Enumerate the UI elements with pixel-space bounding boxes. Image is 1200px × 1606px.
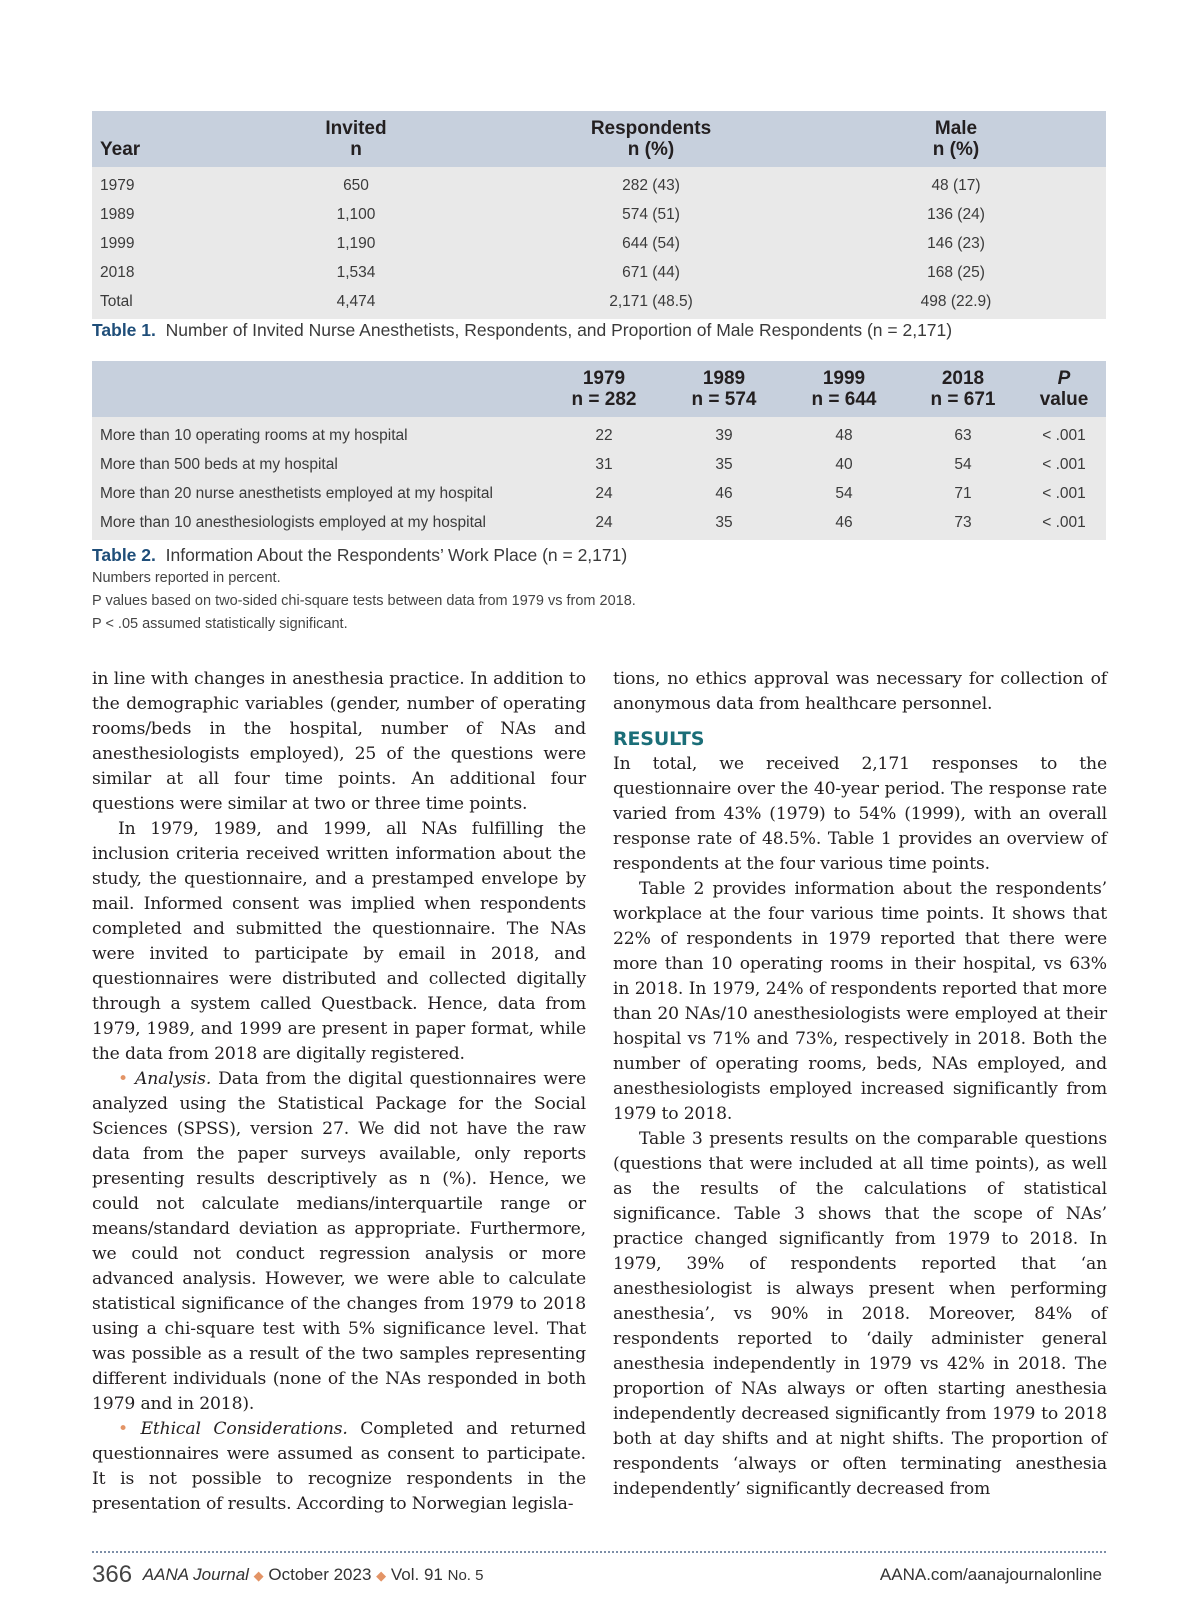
table-2-header: 1989 n = 574 [664, 361, 784, 417]
diamond-icon: ◆ [376, 1568, 387, 1583]
table-2-header [92, 361, 544, 417]
body-column-right [613, 667, 1107, 1502]
table-2-header: 2018 n = 671 [904, 361, 1022, 417]
paragraph: In 1979, 1989, and 1999, all NAs fulfilling the inclusion criteria received written information about the study, the questionnaire, and a prestamped envelope by mail. Informed consent was implied when respondents completed and submitted the questionnaire. The NAs were invited to participate by email in 2018, and questionnaires were distributed and collected digitally through a system called Questback. Hence, data from 1979, 1989, and 1999 are present in paper format, while the data from 2018 are digitally registered. [92, 819, 586, 1064]
table-cell: 1,534 [216, 258, 496, 287]
table-cell: 574 (51) [496, 200, 806, 229]
table-row [92, 417, 1106, 450]
volume: Vol. 91 [390, 1565, 443, 1584]
table-cell: 22 [544, 417, 664, 450]
footer-divider [92, 1551, 1106, 1553]
table-1-header: Male n (%) [806, 111, 1106, 167]
table-cell: 136 (24) [806, 200, 1106, 229]
table-cell: 650 [216, 167, 496, 200]
table-row [92, 258, 1106, 287]
table-cell: 644 (54) [496, 229, 806, 258]
table-cell: 24 [544, 479, 664, 508]
table-2-caption-label: Table 2. [92, 545, 156, 565]
table-cell: 2018 [92, 258, 216, 287]
runin-heading: Analysis. [134, 1069, 212, 1089]
paragraph: In total, we received 2,171 responses to the questionnaire over the 40-year period. The response rate varied from 43% (1979) to 54% (1999), with an overall response rate of 48.5%. Table 1 provides an overview of respondents at the four various time points. [613, 754, 1107, 874]
table-2-header: 1979 n = 282 [544, 361, 664, 417]
bullet-icon: • [118, 1419, 128, 1439]
table-cell: 35 [664, 508, 784, 540]
table-cell: 1,100 [216, 200, 496, 229]
table-cell: 168 (25) [806, 258, 1106, 287]
section-heading: RESULTS [613, 728, 705, 750]
table-2-header: P value [1022, 361, 1106, 417]
table-cell: 73 [904, 508, 1022, 540]
table-cell: 35 [664, 450, 784, 479]
table-cell: More than 10 anesthesiologists employed at my hospital [92, 508, 544, 540]
table-cell: 48 [784, 417, 904, 450]
table-cell: 54 [904, 450, 1022, 479]
table-cell: 1989 [92, 200, 216, 229]
table-cell: 24 [544, 508, 664, 540]
table-1-header: Invited n [216, 111, 496, 167]
table-row [92, 167, 1106, 200]
table-cell: 1,190 [216, 229, 496, 258]
table-row [92, 229, 1106, 258]
table-cell: 671 (44) [496, 258, 806, 287]
table-cell: 71 [904, 479, 1022, 508]
table-cell: 2,171 (48.5) [496, 287, 806, 319]
table-cell: 282 (43) [496, 167, 806, 200]
table-cell: 1999 [92, 229, 216, 258]
table-1-caption-text: Number of Invited Nurse Anesthetists, Respondents, and Proportion of Male Respondents (n = 2,171) [165, 320, 953, 340]
table-cell: 40 [784, 450, 904, 479]
diamond-icon: ◆ [253, 1568, 264, 1583]
paragraph-text: Data from the digital questionnaires were analyzed using the Statistical Package for the Social Sciences (SPSS), version 27. We did not have the raw data from the paper surveys available, only reports presenting results descriptively as n (%). Hence, we could not calculate medians/interquartile range or means/standard deviation as appropriate. Furthermore, we could not conduct regression analysis or more advanced analysis. However, we were able to calculate statistical significance of the changes from 1979 to 2018 using a chi-square test with 5% significance level. That was possible as a result of the two samples representing different individuals (none of the NAs responded in both 1979 and in 2018). [92, 1069, 586, 1414]
table-1 [92, 111, 1106, 319]
table-cell: 4,474 [216, 287, 496, 319]
table-cell: 1979 [92, 167, 216, 200]
journal-name: AANA Journal [142, 1565, 249, 1584]
table-2-note: P < .05 assumed statistically significant. [92, 616, 348, 632]
table-2-note: Numbers reported in percent. [92, 570, 281, 586]
table-2-header: 1999 n = 644 [784, 361, 904, 417]
runin-heading: Ethical Considerations. [140, 1419, 348, 1439]
paragraph [92, 1417, 586, 1517]
bullet-icon: • [118, 1069, 128, 1089]
table-row [92, 508, 1106, 540]
website-link[interactable]: AANA.com/aanajournalonline [879, 1565, 1102, 1584]
table-row [92, 479, 1106, 508]
table-1-caption [92, 320, 952, 341]
issue-number: No. 5 [447, 1567, 484, 1584]
table-cell: < .001 [1022, 508, 1106, 540]
table-cell: More than 20 nurse anesthetists employed at my hospital [92, 479, 544, 508]
table-cell: 498 (22.9) [806, 287, 1106, 319]
table-cell: More than 10 operating rooms at my hospital [92, 417, 544, 450]
table-cell: 39 [664, 417, 784, 450]
paragraph-text: Completed and returned questionnaires were assumed as consent to participate. It is not possible to recognize respondents in the presentation of results. According to Norwegian legisla- [92, 1419, 586, 1514]
table-2 [92, 361, 1106, 540]
paragraph: in line with changes in anesthesia practice. In addition to the demographic variables (gender, number of operating rooms/beds in the hospital, number of NAs and anesthesiologists employed), 25 of the questions were similar at all four time points. An additional four questions were similar at two or three time points. [92, 669, 586, 814]
table-1-header-row [92, 111, 1106, 167]
table-cell: 46 [784, 508, 904, 540]
table-cell: 48 (17) [806, 167, 1106, 200]
body-column-left [92, 667, 586, 1517]
paragraph [92, 1067, 586, 1417]
table-cell: 31 [544, 450, 664, 479]
page-footer [92, 1561, 1106, 1591]
table-row [92, 287, 1106, 319]
table-cell: Total [92, 287, 216, 319]
table-row [92, 450, 1106, 479]
table-cell: 63 [904, 417, 1022, 450]
paragraph: Table 2 provides information about the respondents’ workplace at the four various time points. It shows that 22% of respondents in 1979 reported that there were more than 10 operating rooms in their hospital, vs 63% in 2018. In 1979, 24% of respondents reported that more than 20 NAs/10 anesthesiologists were employed at their hospital vs 71% and 73%, respectively in 2018. Both the number of operating rooms, beds, NAs employed, and anesthesiologists employed increased significantly from 1979 to 2018. [613, 879, 1107, 1124]
page-number: 366 [92, 1561, 133, 1588]
table-2-note: P values based on two-sided chi-square tests between data from 1979 vs from 2018. [92, 593, 636, 609]
table-2-caption-text: Information About the Respondents’ Work Place (n = 2,171) [165, 545, 628, 565]
table-cell: < .001 [1022, 417, 1106, 450]
table-cell: < .001 [1022, 450, 1106, 479]
paragraph: tions, no ethics approval was necessary for collection of anonymous data from healthcare personnel. [613, 669, 1107, 714]
table-1-header: Respondents n (%) [496, 111, 806, 167]
issue-date: October 2023 [268, 1565, 372, 1584]
table-cell: 46 [664, 479, 784, 508]
table-cell: 54 [784, 479, 904, 508]
table-cell: More than 500 beds at my hospital [92, 450, 544, 479]
table-1-header: Year [92, 111, 216, 167]
table-1-caption-label: Table 1. [92, 320, 156, 340]
table-2-caption [92, 545, 627, 566]
paragraph: Table 3 presents results on the comparable questions (questions that were included at all time points), as well as the results of the calculations of statistical significance. Table 3 shows that the scope of NAs’ practice changed significantly from 1979 to 2018. In 1979, 39% of respondents reported that ‘an anesthesiologist is always present when performing anesthesia’, vs 90% in 2018. Moreover, 84% of respondents reported to ‘daily administer general anesthesia independently in 1979 vs 42% in 2018. The proportion of NAs always or often starting anesthesia independently decreased significantly from 1979 to 2018 both at day shifts and at night shifts. The proportion of respondents ‘always or often terminating anesthesia independently’ significantly decreased from [613, 1129, 1107, 1499]
table-row [92, 200, 1106, 229]
table-2-header-row [92, 361, 1106, 417]
table-cell: 146 (23) [806, 229, 1106, 258]
table-cell: < .001 [1022, 479, 1106, 508]
